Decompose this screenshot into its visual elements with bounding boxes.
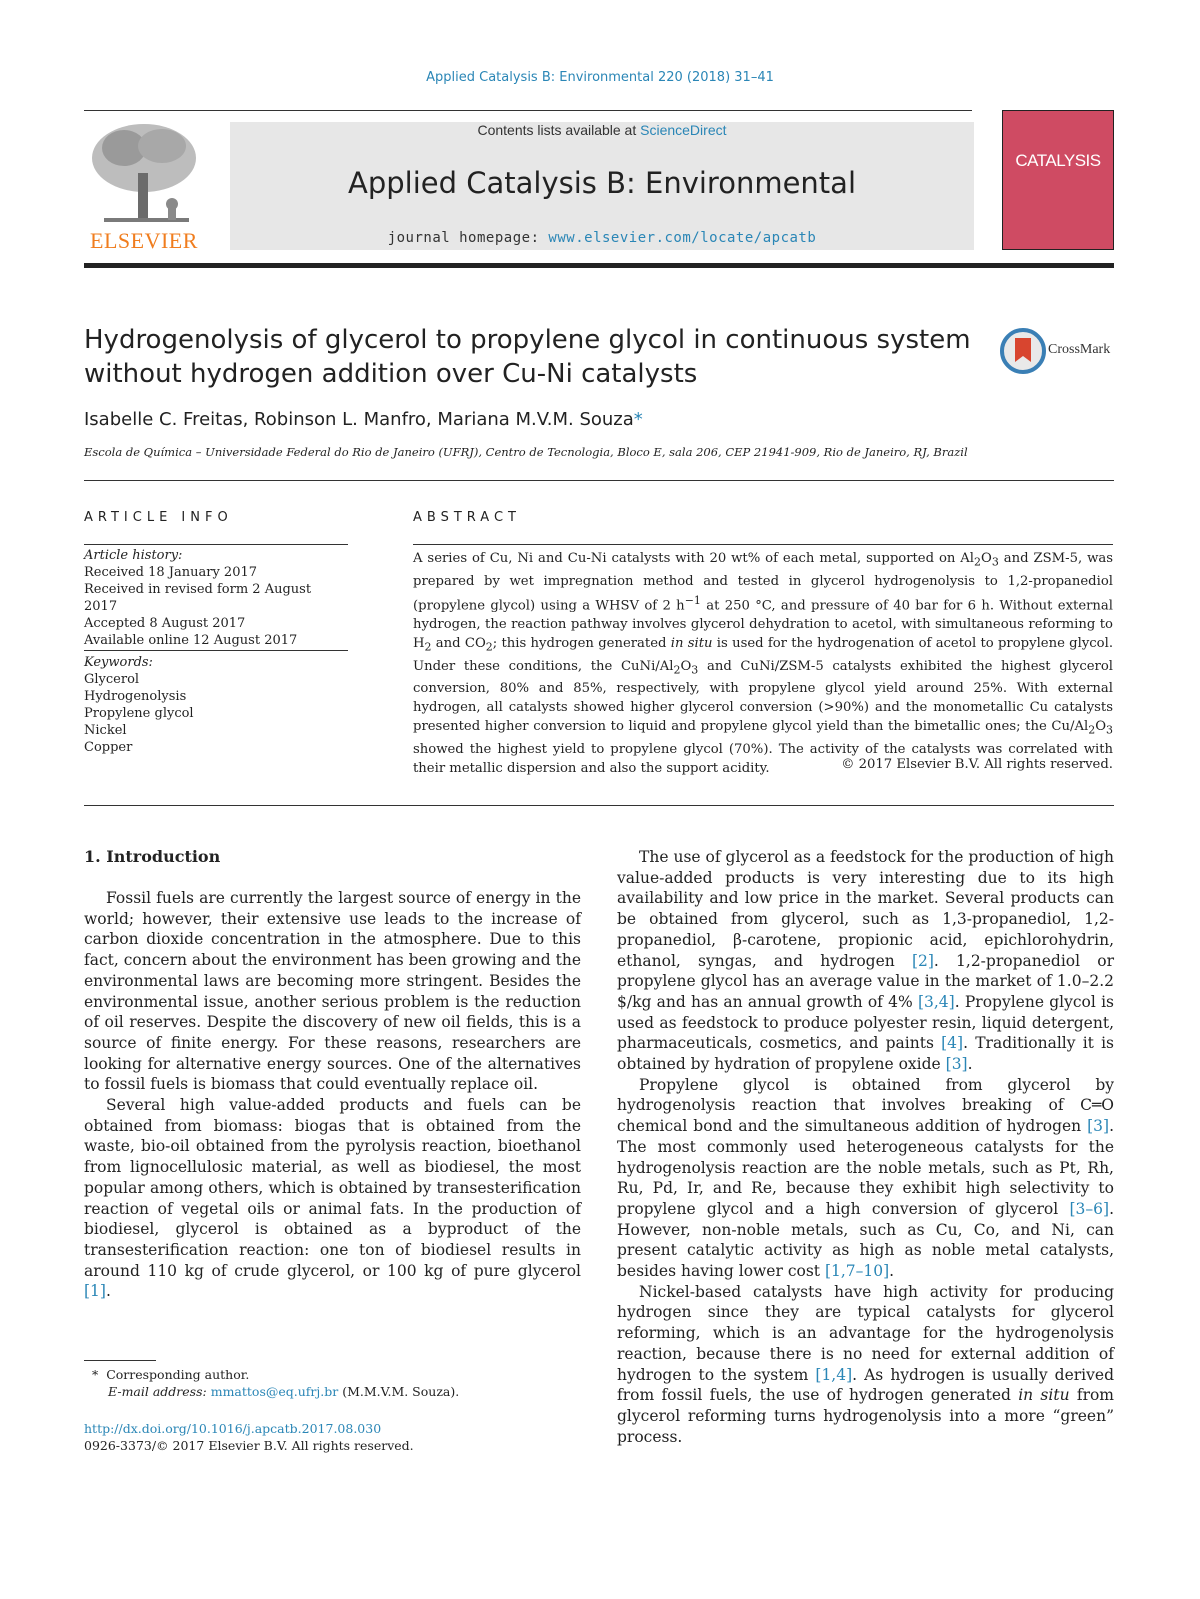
elsevier-logo (84, 118, 204, 256)
history-item: Accepted 8 August 2017 (84, 616, 246, 631)
corresponding-text: Corresponding author. (106, 1367, 250, 1382)
citation-link[interactable]: [3,4] (917, 992, 955, 1011)
elsevier-wordmark: ELSEVIER (90, 228, 198, 253)
authors-text: Isabelle C. Freitas, Robinson L. Manfro, Mariana M.V.M. Souza (84, 409, 634, 430)
paragraph: Propylene glycol is obtained from glycerol by hydrogenolysis reaction that involves breaking of C═O chemical bond and the simultaneous addition of hydrogen [3]. The most commonly used heterogeneous catalysts for the hydrogenolysis reaction are the noble metals, such as Pt, Rh, Ru, Pd, Ir, and Re, because they exhibit high selectivity to propylene glycol and a high conversion of glycerol [3–6]. However, non-noble metals, such as Cu, Co, and Ni, can present catalytic activity as high as noble metal catalysts, besides having lower cost [1,7–10]. (617, 1075, 1114, 1281)
article-history (84, 547, 348, 649)
keyword-item: Glycerol (84, 672, 140, 687)
contents-prefix: Contents lists available at (477, 122, 641, 138)
introduction-heading: 1. Introduction (84, 847, 221, 866)
article-info-heading: ARTICLE INFO (84, 510, 233, 525)
email-label: E-mail address: (108, 1384, 207, 1399)
footnote (84, 1366, 459, 1400)
affiliation-rule (84, 480, 1114, 481)
journal-reference[interactable]: Applied Catalysis B: Environmental 220 (2018) 31–41 (426, 70, 774, 85)
doi-link[interactable]: http://dx.doi.org/10.1016/j.apcatb.2017.08.030 (84, 1421, 382, 1436)
history-item: Available online 12 August 2017 (84, 633, 298, 648)
tree-icon (84, 118, 204, 228)
keywords-rule (84, 650, 348, 651)
email-name: (M.M.V.M. Souza). (342, 1384, 460, 1399)
corresponding-note (84, 1366, 459, 1383)
keyword-item: Hydrogenolysis (84, 689, 187, 704)
journal-cover (1002, 110, 1114, 250)
email-link[interactable]: mmattos@eq.ufrj.br (210, 1384, 339, 1399)
journal-title: Applied Catalysis B: Environmental (348, 166, 856, 200)
article-title: Hydrogenolysis of glycerol to propylene glycol in continuous system without hydrogen addition over Cu-Ni catalysts (84, 325, 971, 389)
email-note (84, 1383, 459, 1400)
issn-line: 0926-3373/© 2017 Elsevier B.V. All rights reserved. (84, 1438, 414, 1453)
keyword-item: Copper (84, 740, 133, 755)
history-item: Received 18 January 2017 (84, 565, 258, 580)
citation-link[interactable]: [2] (911, 951, 934, 970)
history-label: Article history: (84, 548, 183, 563)
masthead-rule (84, 263, 1114, 268)
left-column (84, 888, 581, 1302)
citation-link[interactable]: [1,4] (815, 1365, 853, 1384)
cover-title: CATALYSIS (1015, 151, 1101, 170)
citation-link[interactable]: [3] (1087, 1117, 1110, 1136)
abstract-end-rule (84, 805, 1114, 806)
homepage-link[interactable]: www.elsevier.com/locate/apcatb (548, 230, 817, 246)
keyword-item: Propylene glycol (84, 706, 194, 721)
crossmark-icon (1000, 328, 1046, 374)
doi-block (84, 1420, 414, 1454)
abstract-copyright: © 2017 Elsevier B.V. All rights reserved. (841, 757, 1113, 772)
citation-link[interactable]: [1,7–10] (824, 1262, 890, 1281)
citation-link[interactable]: [4] (941, 1034, 964, 1053)
paragraph: Nickel-based catalysts have high activity for producing hydrogen since they are typical catalysts for glycerol reforming, which is an advantage for the hydrogenolysis reaction, because there is no need for external addition of hydrogen to the system [1,4]. As hydrogen is usually derived from fossil fuels, the use of hydrogen generated in situ from glycerol reforming turns hydrogenolysis into a more “green” process. (617, 1282, 1115, 1446)
footnote-rule (84, 1360, 156, 1361)
paragraph: Several high value-added products and fuels can be obtained from biomass: biogas that is obtained from the waste, bio-oil obtained from the pyrolysis reaction, bioethanol from lignocellulosic material, as well as biodiesel, the most popular among others, which is obtained by transesterification reaction of vegetal oils or animal fats. In the production of biodiesel, glycerol is obtained as a byproduct of the transesterification reaction: one ton of biodiesel results in around 110 kg of crude glycerol, or 100 kg of pure glycerol [1]. (84, 1096, 581, 1301)
keywords (84, 654, 348, 756)
history-item: Received in revised form 2 August 2017 (84, 582, 312, 614)
crossmark-button[interactable] (1000, 328, 1120, 374)
sciencedirect-link[interactable]: ScienceDirect (640, 122, 727, 138)
contents-line (230, 122, 974, 138)
corresponding-author-mark[interactable]: * (633, 409, 643, 430)
crossmark-label: CrossMark (1048, 342, 1111, 357)
homepage-line (230, 230, 974, 246)
keywords-label: Keywords: (84, 655, 153, 670)
abstract-rule (413, 544, 1113, 545)
paragraph: Fossil fuels are currently the largest source of energy in the world; however, their extensive use leads to the increase of carbon dioxide concentration in the atmosphere. Due to this fact, concern about the environment has been growing and the environmental laws are becoming more stringent. Besides the environmental issue, another serious problem is the reduction of oil reserves. Despite the discovery of new oil fields, this is a source of finite energy. For these reasons, researchers are looking for alternative energy sources. One of the alternatives to fossil fuels is biomass that could eventually replace oil. (84, 889, 581, 1094)
abstract-heading: ABSTRACT (413, 510, 521, 525)
paragraph: The use of glycerol as a feedstock for the production of high value-added products is very interesting due to its high availability and low price in the market. Several products can be obtained from glycerol, such as 1,3-propanediol, 1,2-propanediol, β-carotene, propionic acid, epichlorohydrin, ethanol, syngas, and hydrogen [2]. 1,2-propanediol or propylene glycol has an average value in the market of 1.0–2.2 $/kg and has an annual growth of 4% [3,4]. Propylene glycol is used as feedstock to produce polyester resin, liquid detergent, pharmaceuticals, cosmetics, and paints [4]. Traditionally it is obtained by hydration of propylene oxide [3]. (617, 848, 1115, 1074)
keyword-item: Nickel (84, 723, 127, 738)
citation-link[interactable]: [1] (84, 1282, 106, 1301)
header-rule (84, 110, 972, 111)
citation-link[interactable]: [3] (945, 1055, 968, 1074)
article-info-rule (84, 544, 348, 545)
abstract-text: A series of Cu, Ni and Cu-Ni catalysts with 20 wt% of each metal, supported on $Al_2O_3$ and ZSM-5, was prepared by wet impregnation method and tested in glycerol hydrogenolysis to 1,2-propanediol (propylene glycol) using a WHSV of 2 $h^{-1}$ at 250 °C, and pressure of 40 bar for 6 h. Without external hydrogen, the reaction pathway involves glycerol dehydration to acetol, with simultaneous reforming to $H_2$ and $CO_2$; this hydrogen generated in situ is used for the hydrogenation of acetol to propylene glycol. Under these conditions, the CuNi/$Al_2O_3$ and CuNi/ZSM-5 catalysts exhibited the highest glycerol conversion, 80% and 85%, respectively, with propylene glycol yield around 25%. With external hydrogen, all catalysts showed higher glycerol conversion (>90%) and the monometallic Cu catalysts presented higher conversion to liquid and propylene glycol yield than the bimetallic ones; the $Cu/Al_2O_3$ showed the highest yield to propylene glycol (70%). The activity of the catalysts was correlated with their metallic dispersion and also the support acidity. (413, 551, 1114, 776)
journal-masthead (230, 122, 974, 250)
right-column (617, 847, 1114, 1447)
homepage-prefix: journal homepage: (387, 230, 549, 246)
affiliation: Escola de Química – Universidade Federal do Rio de Janeiro (UFRJ), Centro de Tecnologia, Bloco E, sala 206, CEP 21941-909, Rio de Janeiro, RJ, Brazil (84, 445, 968, 459)
author-list (84, 409, 643, 430)
citation-link[interactable]: [3–6] (1069, 1199, 1110, 1218)
footnote-mark: * (92, 1367, 99, 1382)
